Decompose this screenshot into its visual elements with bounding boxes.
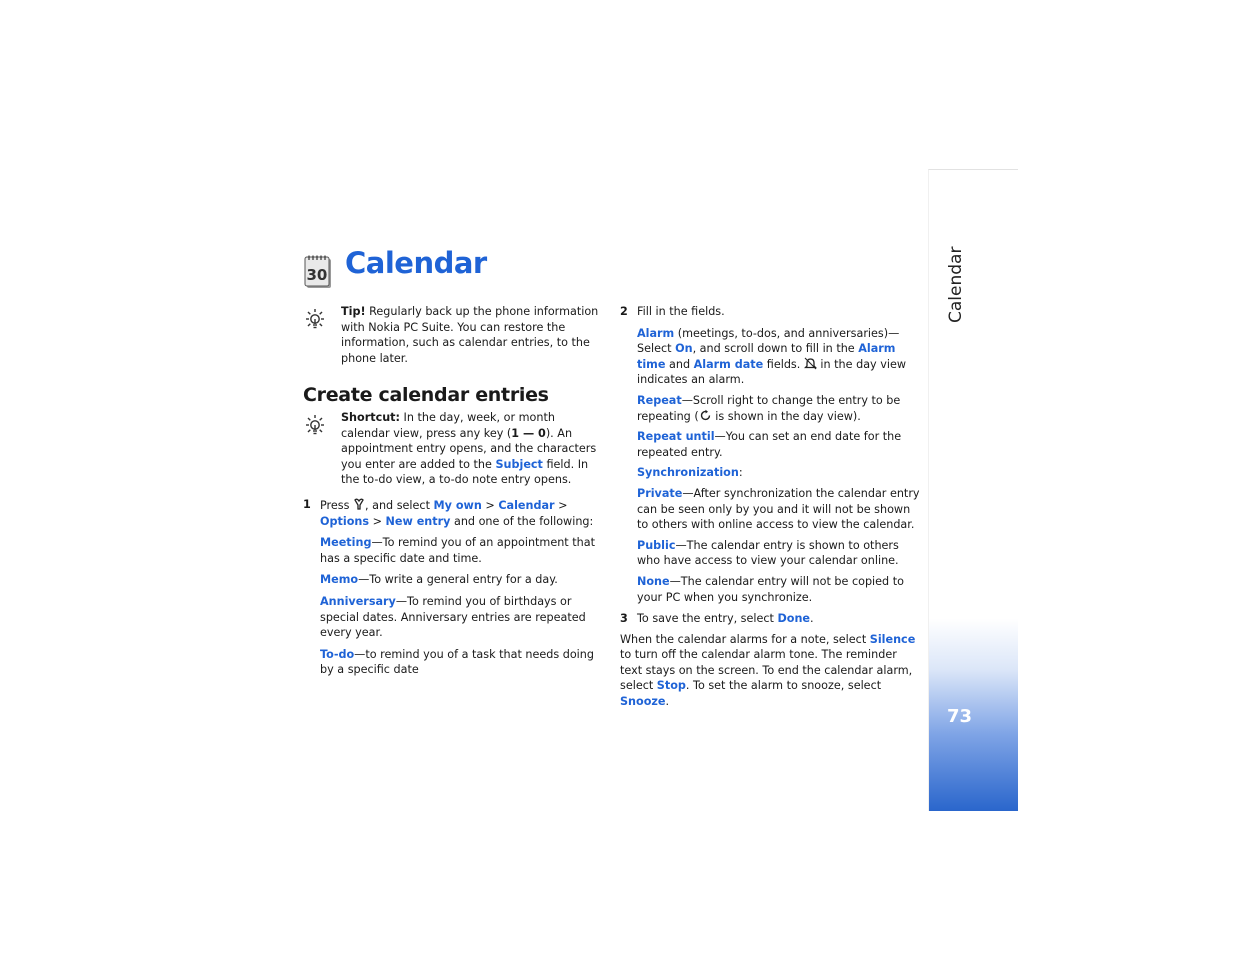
entry-type-anniversary: Anniversary xyxy=(320,594,396,608)
sync-option-desc: —After synchronization the calendar entry can be seen only by you and it will not be shown to others with online access to view the calendar. xyxy=(637,486,920,532)
list-item xyxy=(637,486,920,533)
lightbulb-icon xyxy=(303,308,327,332)
sync-none-option: None xyxy=(637,574,670,588)
shortcut-text-1: In the day, week, or month calendar view, press any key ( xyxy=(341,410,555,440)
closing-text-2: to turn off the calendar alarm tone. The reminder text stays on the screen. To end the calendar alarm, select xyxy=(620,648,913,693)
entry-type-memo: Memo xyxy=(320,573,359,587)
step-1-text-2: , and select xyxy=(365,498,434,512)
step-3 xyxy=(620,611,920,627)
list-item xyxy=(637,393,920,424)
entry-types-list xyxy=(303,535,603,678)
alarm-text-4: in the day view indicates an alarm. xyxy=(637,357,906,387)
stop-option: Stop xyxy=(656,679,686,693)
sync-private-option: Private xyxy=(637,486,683,500)
section-heading: Create calendar entries xyxy=(303,384,549,407)
step-1-text-1: Press xyxy=(320,498,353,512)
list-item xyxy=(320,647,603,678)
step-number: 1 xyxy=(303,497,311,511)
synchronization-field: Synchronization xyxy=(637,466,739,480)
menu-separator: > xyxy=(554,498,568,512)
alarm-on-option: On xyxy=(675,342,693,356)
repeat-text-2: is shown in the day view). xyxy=(711,409,861,423)
alarm-text-3: fields. xyxy=(763,357,804,371)
step-1-text xyxy=(320,497,603,529)
tip-body: Regularly back up the phone information with Nokia PC Suite. You can restore the information, such as calendar entries, to the phone later. xyxy=(341,305,599,365)
step-2-text: Fill in the fields. xyxy=(637,305,725,318)
calendar-30-icon xyxy=(303,255,333,289)
step-1-text-3: and one of the following: xyxy=(450,514,594,528)
repeat-text-1: —Scroll right to change the entry to be repeating ( xyxy=(637,393,901,423)
lightbulb-icon xyxy=(303,414,327,438)
alarm-time-field: Alarm time xyxy=(637,342,896,371)
step-3-text xyxy=(637,611,920,627)
closing-text-1: When the calendar alarms for a note, select xyxy=(620,632,870,646)
repeat-field: Repeat xyxy=(637,393,682,407)
key-range: 1 — 0 xyxy=(511,426,546,440)
shortcut-text-3: field. In the to-do view, a to-do note entry opens. xyxy=(341,457,589,487)
step-number: 3 xyxy=(620,612,628,626)
side-tab-label: Calendar xyxy=(946,246,966,323)
synchronization-colon: : xyxy=(738,466,743,480)
snooze-option: Snooze xyxy=(620,695,666,709)
list-item xyxy=(320,535,603,566)
alarm-bell-icon xyxy=(804,357,817,370)
closing-text-3: . To set the alarm to snooze, select xyxy=(685,679,882,693)
step-2 xyxy=(620,304,920,320)
list-item xyxy=(320,572,603,588)
list-item xyxy=(637,326,920,388)
menu-key-icon xyxy=(353,497,365,511)
shortcut-lead: Shortcut: xyxy=(341,410,400,424)
list-item xyxy=(320,594,603,641)
entry-type-desc: —To remind you of an appointment that has a specific date and time. xyxy=(320,536,595,565)
alarm-text-2: , and scroll down to fill in the xyxy=(692,342,859,356)
my-own-menu: My own xyxy=(433,498,482,512)
calendar-menu: Calendar xyxy=(498,498,555,512)
shortcut-box xyxy=(303,410,603,488)
menu-separator: > xyxy=(481,498,499,512)
sync-public-option: Public xyxy=(637,538,676,552)
right-column xyxy=(620,304,920,710)
tip-box xyxy=(303,304,603,366)
sync-option-desc: —The calendar entry is shown to others who have access to view your calendar online. xyxy=(637,538,899,568)
step-3-body: To save the entry, select xyxy=(637,612,778,626)
step-number: 2 xyxy=(620,305,628,318)
repeat-icon xyxy=(699,409,712,422)
step-3-end: . xyxy=(810,612,814,626)
entry-type-desc: —to remind you of a task that needs doing by a specific date xyxy=(320,647,594,677)
alarm-date-field: Alarm date xyxy=(693,357,764,371)
silence-option: Silence xyxy=(869,632,916,646)
done-option: Done xyxy=(777,612,811,626)
closing-text-4: . xyxy=(665,695,670,709)
alarm-text-1: (meetings, to-dos, and anniversaries)—Select xyxy=(637,326,900,356)
menu-separator: > xyxy=(369,514,386,528)
alarm-and: and xyxy=(665,357,694,371)
sync-option-desc: —The calendar entry will not be copied to your PC when you synchronize. xyxy=(637,574,904,604)
closing-paragraph xyxy=(620,632,920,710)
list-item xyxy=(637,465,920,481)
entry-type-meeting: Meeting xyxy=(320,536,372,550)
field-list xyxy=(620,326,920,606)
tip-text xyxy=(341,304,603,366)
new-entry-menu: New entry xyxy=(385,514,451,528)
list-item xyxy=(637,538,920,569)
shortcut-text-2: ). An appointment entry opens, and the characters you enter are added to the xyxy=(341,426,597,471)
left-column xyxy=(303,304,603,678)
calendar-icon-number: 30 xyxy=(306,266,328,284)
step-1 xyxy=(303,497,603,529)
chapter-title: Calendar xyxy=(345,246,487,280)
repeat-until-field: Repeat until xyxy=(637,430,715,444)
entry-type-desc: —To write a general entry for a day. xyxy=(358,573,558,587)
page-number: 73 xyxy=(947,706,973,727)
shortcut-text xyxy=(341,410,603,488)
entry-type-todo: To-do xyxy=(320,647,355,661)
options-menu: Options xyxy=(320,514,370,528)
list-item xyxy=(637,429,920,460)
repeat-until-desc: —You can set an end date for the repeated entry. xyxy=(637,430,902,459)
alarm-field: Alarm xyxy=(637,326,675,340)
entry-type-desc: —To remind you of birthdays or special dates. Anniversary entries are repeated every year. xyxy=(320,594,586,640)
list-item xyxy=(637,574,920,605)
subject-field-name: Subject xyxy=(495,457,543,471)
tip-lead: Tip! xyxy=(341,305,366,318)
